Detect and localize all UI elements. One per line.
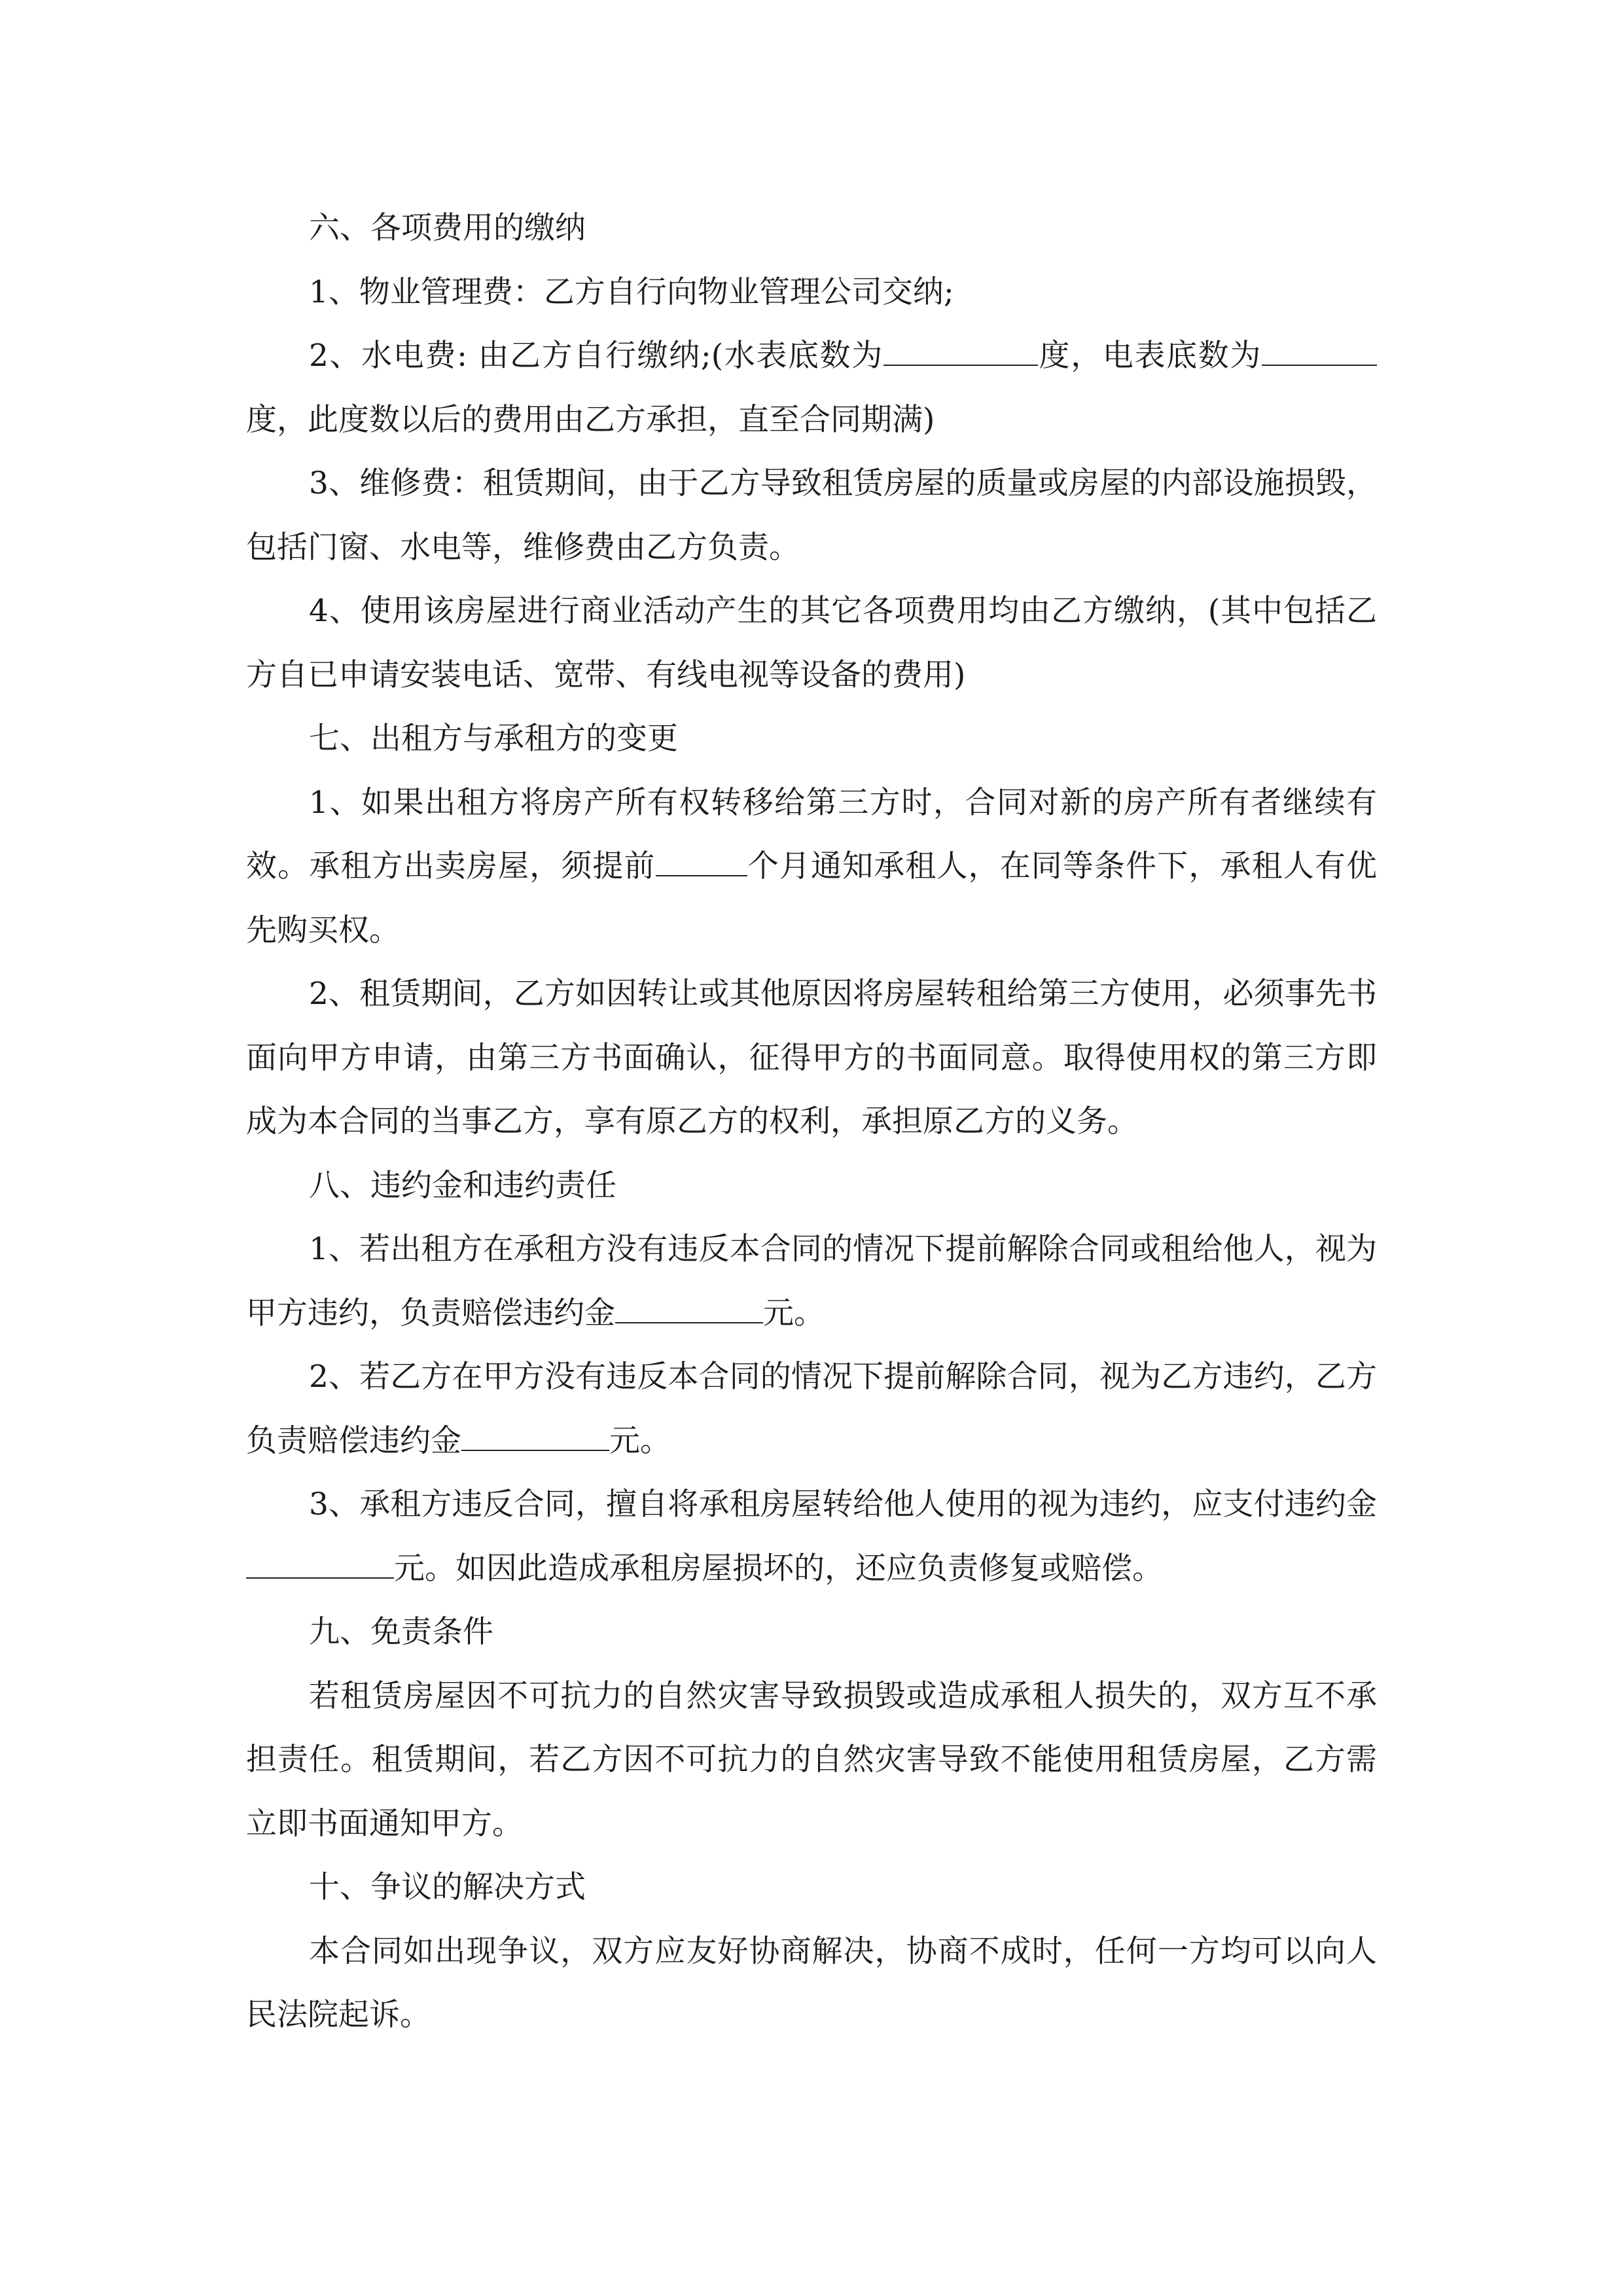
section-6-item-2-text-b: 度，电表底数为 xyxy=(1037,338,1262,374)
section-6-item-4: 4、使用该房屋进行商业活动产生的其它各项费用均由乙方缴纳，(其中包括乙方自已申请安装电话、宽带、有线电视等设备的费用) xyxy=(246,593,1377,693)
section-6-item-3: 3、维修费：租赁期间，由于乙方导致租赁房屋的质量或房屋的内部设施损毁，包括门窗、水电等，维修费由乙方负责。 xyxy=(246,465,1377,565)
section-8-item-1 xyxy=(246,1217,1377,1345)
section-6-item-2 xyxy=(246,324,1377,452)
electric-meter-blank xyxy=(1262,338,1377,366)
section-8-title: 八、违约金和违约责任 xyxy=(309,1167,616,1204)
section-8-item-3-text-a: 3、承租方违反合同，擅自将承租房屋转给他人使用的视为违约，应支付违约金 xyxy=(309,1486,1377,1522)
section-7-item-1 xyxy=(246,771,1377,963)
water-meter-blank xyxy=(883,338,1038,366)
section-7-title: 七、出租方与承租方的变更 xyxy=(309,721,678,757)
section-8-item-2-text-a: 2、若乙方在甲方没有违反本合同的情况下提前解除合同，视为乙方违约，乙方负责赔偿违约金 xyxy=(246,1359,1377,1459)
section-8-item-2-text-b: 元。 xyxy=(609,1422,671,1459)
section-6-title: 六、各项费用的缴纳 xyxy=(309,210,586,246)
section-8-item-3 xyxy=(246,1473,1377,1600)
penalty-amount-blank-1 xyxy=(615,1296,763,1323)
section-9-title: 九、免责条件 xyxy=(309,1614,493,1650)
section-9-paragraph: 若租赁房屋因不可抗力的自然灾害导致损毁或造成承租人损失的，双方互不承担责任。租赁期间，若乙方因不可抗力的自然灾害导致不能使用租赁房屋，乙方需立即书面通知甲方。 xyxy=(246,1677,1377,1842)
notice-months-blank xyxy=(656,849,747,876)
section-7-item-1-text-a: 1、如果出租方将房产所有权转移给第三方时，合同对新的房产所有者继续有效。承租方出卖房屋，须提前 xyxy=(246,784,1377,884)
section-6-item-2-text-a: 2、水电费: 由乙方自行缴纳;(水表底数为 xyxy=(309,338,883,374)
section-6-item-2-text-c: 度，此度数以后的费用由乙方承担，直至合同期满) xyxy=(246,401,935,438)
section-7-item-1-text-b: 个月通知承租人，在同等条件下，承租人有优先购买权。 xyxy=(246,848,1378,948)
section-8-item-2 xyxy=(246,1345,1377,1473)
section-8-item-1-text-a: 1、若出租方在承租方没有违反本合同的情况下提前解除合同或租给他人，视为甲方违约，负责赔偿违约金 xyxy=(246,1231,1377,1331)
penalty-amount-blank-3 xyxy=(246,1551,394,1579)
section-7-item-2: 2、租赁期间，乙方如因转让或其他原因将房屋转租给第三方使用，必须事先书面向甲方申请，由第三方书面确认，征得甲方的书面同意。取得使用权的第三方即成为本合同的当事乙方，享有原乙方的权利，承担原乙方的义务。 xyxy=(246,976,1377,1139)
section-10-title: 十、争议的解决方式 xyxy=(309,1869,586,1905)
penalty-amount-blank-2 xyxy=(461,1424,609,1451)
section-6-item-1: 1、物业管理费：乙方自行向物业管理公司交纳; xyxy=(309,274,954,310)
section-8-item-1-text-b: 元。 xyxy=(763,1295,825,1331)
section-8-item-3-text-b: 元。如因此造成承租房屋损坏的，还应负责修复或赔偿。 xyxy=(394,1550,1163,1587)
section-10-paragraph: 本合同如出现争议，双方应友好协商解决，协商不成时，任何一方均可以向人民法院起诉。 xyxy=(246,1933,1377,2033)
contract-body xyxy=(246,196,1377,2047)
